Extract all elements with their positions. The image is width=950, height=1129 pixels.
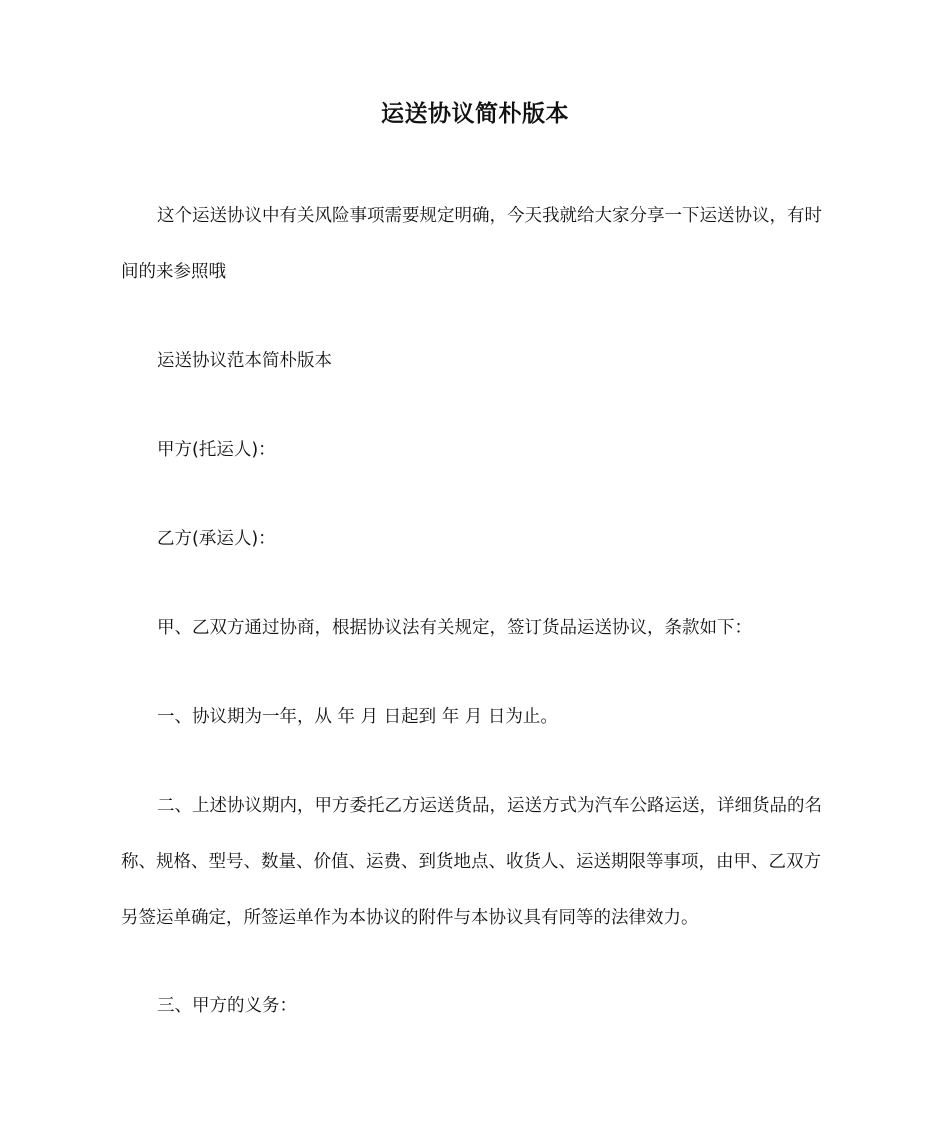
party-a-line: 甲方(托运人)： bbox=[157, 440, 276, 460]
intro-paragraph: 这个运送协议中有关风险事项需要规定明确，今天我就给大家分享一下运送协议，有时间的来参照哦 bbox=[121, 206, 822, 282]
document-title: 运送协议简朴版本 bbox=[381, 101, 569, 127]
clause-3: 三、甲方的义务： bbox=[157, 996, 297, 1016]
party-b-line: 乙方(承运人)： bbox=[157, 529, 276, 549]
clause-1: 一、协议期为一年，从 年 月 日起到 年 月 日为止。 bbox=[157, 707, 558, 727]
template-subtitle: 运送协议范本简朴版本 bbox=[157, 351, 332, 371]
preamble-paragraph: 甲、乙双方通过协商，根据协议法有关规定，签订货品运送协议，条款如下： bbox=[157, 618, 752, 638]
clause-2: 二、上述协议期内，甲方委托乙方运送货品，运送方式为汽车公路运送，详细货品的名称、规格、型号、数量、价值、运费、到货地点、收货人、运送期限等事项，由甲、乙双方另签运单确定，所签运单作为本协议的附件与本协议具有同等的法律效力。 bbox=[121, 796, 822, 928]
